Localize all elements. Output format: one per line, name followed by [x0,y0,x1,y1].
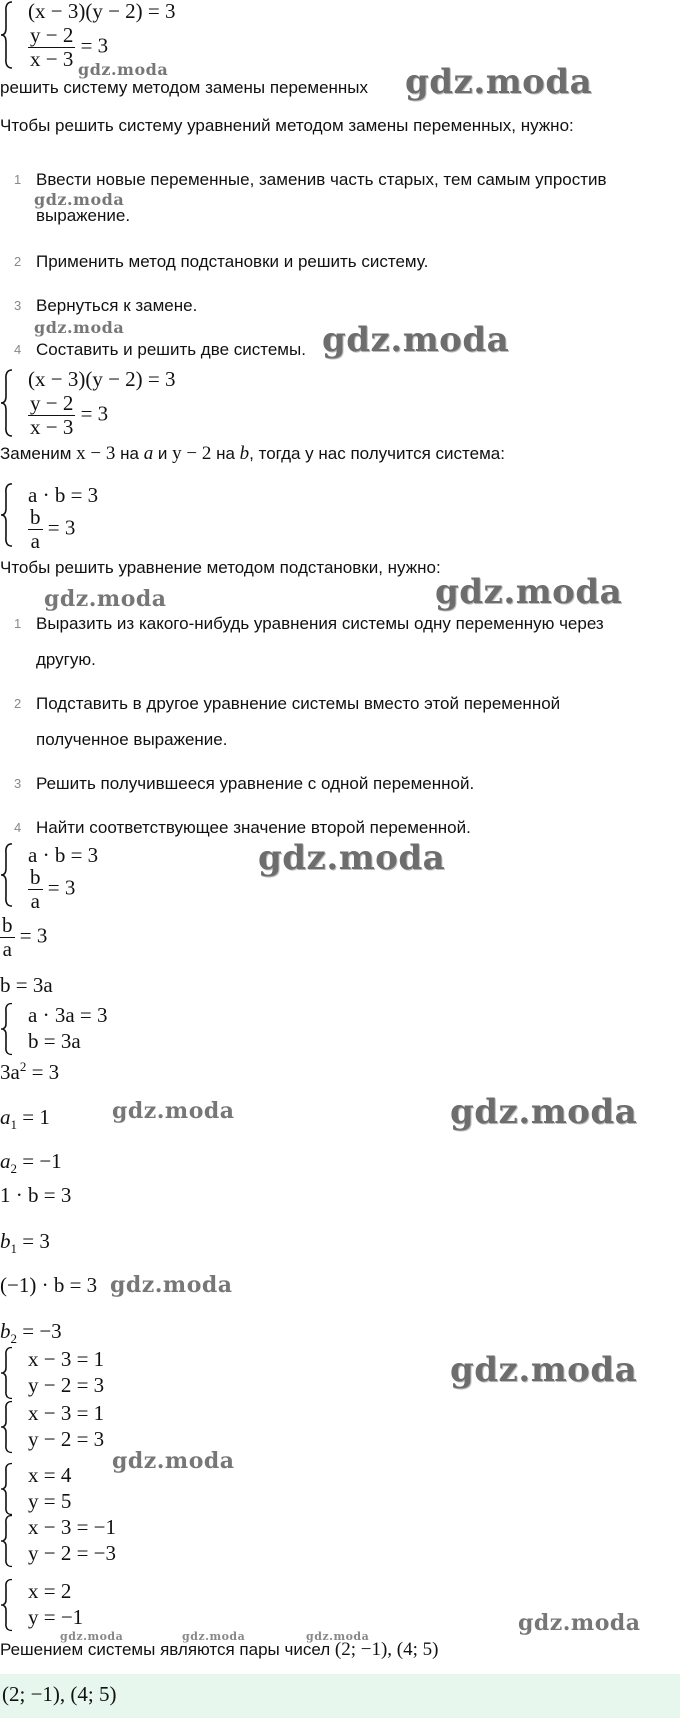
system4-eq2-rhs: = 3 [47,875,76,900]
system10-eq2: y = −1 [28,1605,84,1629]
system3-eq2-rhs: = 3 [47,515,76,540]
brace-icon [0,1346,14,1400]
watermark: gdz.moda [112,1448,235,1474]
system8-eq1: x = 4 [28,1463,72,1487]
watermark: gdz.moda [435,572,623,612]
system-x-y-1 [0,1346,160,1400]
step-number: 3 [14,776,22,791]
system5-eq1: a · 3a = 3 [28,1003,108,1027]
task-text: решить систему методом замены переменных [0,78,369,97]
frac-line-num: b [2,913,13,937]
step-number: 4 [14,820,22,835]
substitution-text: Заменим [0,444,77,463]
sq-base: 3a [0,1060,20,1084]
substitution-text: на [211,444,240,463]
intro-eq2-rhs: = 3 [80,33,109,58]
system-x-y-2 [0,1400,160,1454]
sq-exp: 2 [19,1059,27,1074]
substitution-math: a [143,443,154,464]
system2-eq2-num: y − 2 [30,391,74,415]
b-equals-3a: b = 3a [0,973,53,997]
step-number: 2 [14,696,22,711]
system10-eq1: x = 2 [28,1579,72,1603]
a1-var: a [0,1105,11,1129]
brace-icon [0,0,14,70]
system8-eq2: y = 5 [28,1489,72,1513]
watermark: gdz.moda [182,1630,246,1643]
b2-equation [0,1320,680,1346]
watermark: gdz.moda [60,1630,124,1643]
watermark: gdz.moda [44,586,167,612]
a2-var: a [0,1149,11,1173]
brace-icon [0,1462,14,1516]
watermark: gdz.moda [405,62,593,102]
b1-var: b [0,1229,11,1253]
step-text: Применить метод подстановки и решить систему. [36,252,429,271]
brace-icon [0,842,14,908]
substitution-sentence [0,444,680,465]
intro-eq2-den: x − 3 [30,47,74,72]
b2-rhs: = −3 [17,1319,62,1343]
watermark: gdz.moda [112,1098,235,1124]
system3-eq1: a · b = 3 [28,483,99,507]
system2-eq1: (x − 3)(y − 2) = 3 [28,367,176,391]
brace-icon [0,482,14,548]
system-x-y-3 [0,1514,170,1568]
watermark: gdz.moda [110,1272,233,1298]
b1-rhs: = 3 [17,1229,50,1253]
answer-value: (2; −1), (4; 5) [2,1682,117,1706]
system4-eq2-num: b [30,865,41,889]
substitution-math: b [239,443,250,464]
system3-eq2-den: a [28,529,43,553]
one-times-b: 1 · b = 3 [0,1183,72,1207]
a1-rhs: = 1 [17,1105,50,1129]
a2-rhs: = −1 [17,1149,62,1173]
system-original [0,368,200,438]
watermark: gdz.moda [306,1630,370,1643]
a1-sub: 1 [10,1117,17,1133]
step-text: Составить и решить две системы. [36,340,306,359]
system3-eq2-num: b [30,505,41,529]
system6-eq2: y − 2 = 3 [28,1373,105,1397]
system-ab [0,482,140,554]
system2-eq2-rhs: = 3 [80,401,109,426]
step-number: 1 [14,616,22,631]
frac-line-rhs: = 3 [19,923,48,948]
system6-eq1: x − 3 = 1 [28,1347,105,1371]
step-number: 3 [14,298,22,313]
substitution-text: , тогда у нас получится система: [249,444,505,463]
substitution-text: и [153,444,173,463]
step-number: 1 [14,172,22,187]
watermark: gdz.moda [34,190,125,209]
system-ab-repeat [0,842,140,914]
watermark: gdz.moda [34,318,125,337]
watermark: gdz.moda [450,1350,638,1390]
intro-eq1: (x − 3)(y − 2) = 3 [28,0,176,23]
system-substituted [0,1002,160,1056]
system7-eq2: y − 2 = 3 [28,1427,105,1451]
system2-eq2-den: x − 3 [30,415,74,440]
step-text: Подставить в другое уравнение системы вместо этой переменной [36,694,561,713]
step-text: Вернуться к замене. [36,296,198,315]
brace-icon [0,368,14,438]
system-solution-2 [0,1578,140,1632]
brace-icon [0,1514,14,1568]
system7-eq1: x − 3 = 1 [28,1401,105,1425]
step-number: 4 [14,342,22,357]
step-text-cont: другую. [36,650,96,669]
step-text-cont: выражение. [36,206,131,225]
b2-var: b [0,1319,11,1343]
frac-line [0,914,680,961]
substitution-text: на [115,444,144,463]
a2-sub: 2 [10,1161,17,1177]
b1-sub: 1 [10,1241,17,1257]
step-text: Ввести новые переменные, заменив часть старых, тем самым упростив [36,170,607,189]
system4-eq2-den: a [28,889,43,913]
brace-icon [0,1002,14,1056]
step-text: Найти соответствующее значение второй переменной. [36,818,471,837]
method-intro: Чтобы решить систему уравнений методом замены переменных, нужно: [0,116,574,135]
watermark: gdz.moda [450,1092,638,1132]
answer-box [0,1674,680,1718]
step-number: 2 [14,254,22,269]
subst-intro: Чтобы решить уравнение методом подстановки, нужно: [0,558,441,577]
watermark: gdz.moda [258,838,446,878]
conclusion-text: Решением системы являются пары чисел [0,1640,335,1659]
a2-equation [0,1150,680,1176]
substitution-math: y − 2 [172,443,212,464]
watermark: gdz.moda [518,1610,641,1636]
system4-eq1: a · b = 3 [28,843,99,867]
step-text-cont: полученное выражение. [36,730,228,749]
step-text: Решить получившееся уравнение с одной переменной. [36,774,475,793]
brace-icon [0,1578,14,1632]
sq-rhs: = 3 [26,1060,60,1084]
frac-line-den: a [0,937,15,961]
step-text: Выразить из какого-нибудь уравнения системы одну переменную через [36,614,604,633]
brace-icon [0,1400,14,1454]
square-equation [0,1060,680,1084]
system5-eq2: b = 3a [28,1029,81,1053]
system9-eq1: x − 3 = −1 [28,1515,117,1539]
intro-eq2-num: y − 2 [30,23,74,47]
neg-one-times-b: (−1) · b = 3 [0,1273,98,1297]
watermark: gdz.moda [78,60,169,79]
watermark: gdz.moda [322,320,510,360]
b1-equation [0,1230,680,1256]
substitution-math: x − 3 [76,443,116,464]
b2-sub: 2 [10,1331,17,1347]
system9-eq2: y − 2 = −3 [28,1541,117,1565]
conclusion [0,1640,680,1661]
conclusion-math: (2; −1), (4; 5) [334,1639,439,1660]
